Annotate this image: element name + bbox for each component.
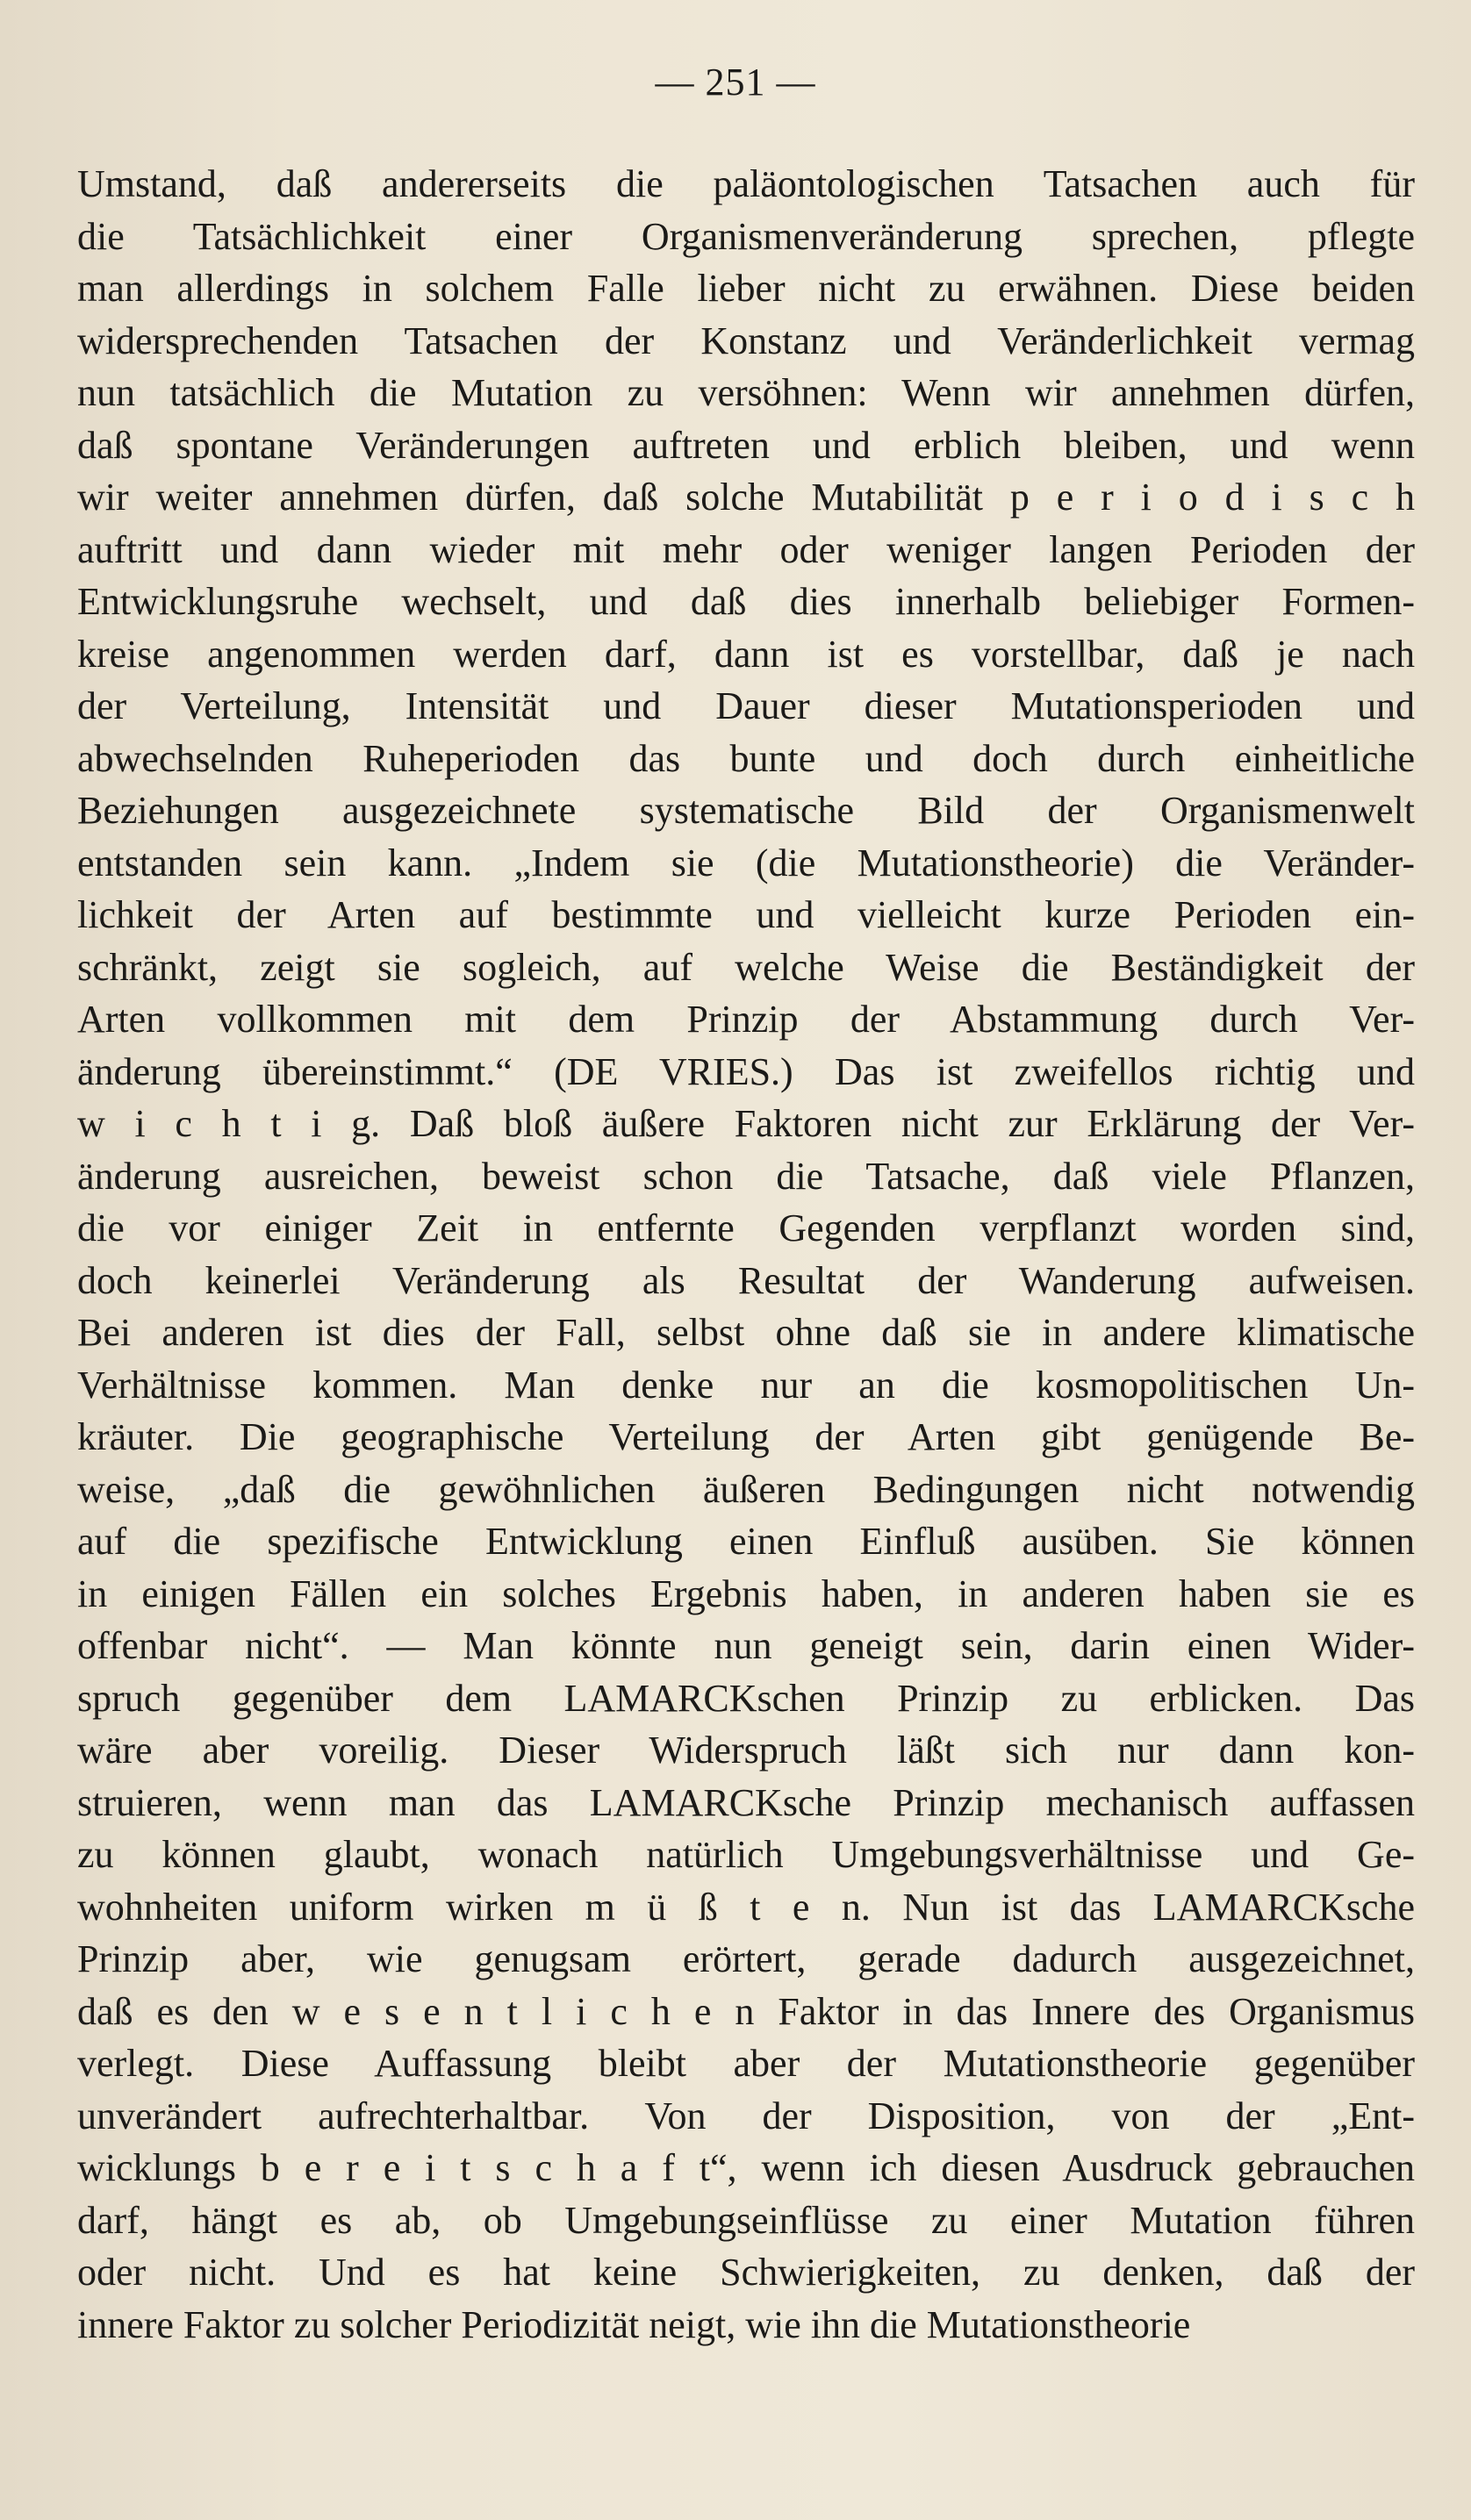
text-line: widersprechenden Tatsachen der Konstanz und Veränderlichkeit vermag (77, 319, 1415, 362)
text-line: Entwicklungsruhe wechselt, und daß dies innerhalb beliebiger Formen- (77, 580, 1415, 623)
text-line: entstanden sein kann. „Indem sie (die Mutationstheorie) die Veränder- (77, 841, 1415, 884)
text-line: wicklungs b e r e i t s c h a f t“, wenn ich diesen Ausdruck gebrauchen (77, 2146, 1415, 2189)
text-line: oder nicht. Und es hat keine Schwierigkeiten, zu denken, daß der (77, 2251, 1415, 2294)
text-line: änderung übereinstimmt.“ (DE VRIES.) Das ist zweifellos richtig und (77, 1049, 1415, 1093)
text-line: in einigen Fällen ein solches Ergebnis haben, in anderen haben sie es (77, 1571, 1415, 1615)
text-line: daß es den w e s e n t l i c h e n Faktor in das Innere des Organismus (77, 1989, 1415, 2033)
text-line: nun tatsächlich die Mutation zu versöhnen: Wenn wir annehmen dürfen, (77, 371, 1415, 414)
text-line: verlegt. Diese Auffassung bleibt aber der Mutationstheorie gegenüber (77, 2042, 1415, 2085)
text-line: die Tatsächlichkeit einer Organismenveränderung sprechen, pflegte (77, 214, 1415, 258)
page-number: — 251 — (655, 61, 816, 104)
text-line: man allerdings in solchem Falle lieber nicht zu erwähnen. Diese beiden (77, 267, 1415, 310)
text-line: schränkt, zeigt sie sogleich, auf welche Weise die Beständigkeit der (77, 945, 1415, 989)
text-line: Arten vollkommen mit dem Prinzip der Abstammung durch Ver- (77, 998, 1415, 1041)
text-line: änderung ausreichen, beweist schon die Tatsache, daß viele Pflanzen, (77, 1154, 1415, 1198)
text-line: w i c h t i g. Daß bloß äußere Faktoren nicht zur Erklärung der Ver- (77, 1102, 1415, 1145)
text-line: der Verteilung, Intensität und Dauer dieser Mutationsperioden und (77, 684, 1415, 727)
text-line: auftritt und dann wieder mit mehr oder weniger langen Perioden der (77, 527, 1415, 571)
text-line: abwechselnden Ruheperioden das bunte und doch durch einheitliche (77, 736, 1415, 780)
text-line: Verhältnisse kommen. Man denke nur an die kosmopolitischen Un- (77, 1363, 1415, 1407)
text-line: daß spontane Veränderungen auftreten und erblich bleiben, und wenn (77, 423, 1415, 467)
text-line: innere Faktor zu solcher Periodizität neigt, wie ihn die Mutationstheorie (77, 2302, 1191, 2346)
text-line: unverändert aufrechterhaltbar. Von der Disposition, von der „Ent- (77, 2094, 1415, 2137)
text-line: Bei anderen ist dies der Fall, selbst ohne daß sie in andere klimatische (77, 1311, 1415, 1354)
text-line: struieren, wenn man das LAMARCKsche Prinzip mechanisch auffassen (77, 1780, 1415, 1824)
text-line: wohnheiten uniform wirken m ü ß t e n. Nun ist das LAMARCKsche (77, 1885, 1415, 1929)
text-line: zu können glaubt, wonach natürlich Umgebungsverhältnisse und Ge- (77, 1833, 1415, 1876)
text-line: lichkeit der Arten auf bestimmte und vielleicht kurze Perioden ein- (77, 893, 1415, 936)
text-line: spruch gegenüber dem LAMARCKschen Prinzip zu erblicken. Das (77, 1676, 1415, 1720)
text-line: offenbar nicht“. — Man könnte nun geneigt sein, darin einen Wider- (77, 1624, 1415, 1667)
text-line: darf, hängt es ab, ob Umgebungseinflüsse zu einer Mutation führen (77, 2198, 1415, 2242)
text-line: auf die spezifische Entwicklung einen Einfluß ausüben. Sie können (77, 1520, 1415, 1563)
text-line: Prinzip aber, wie genugsam erörtert, gerade dadurch ausgezeichnet, (77, 1937, 1415, 1980)
text-line: wäre aber voreilig. Dieser Widerspruch läßt sich nur dann kon- (77, 1729, 1415, 1772)
text-line: kreise angenommen werden darf, dann ist es vorstellbar, daß je nach (77, 632, 1415, 676)
text-line: weise, „daß die gewöhnlichen äußeren Bedingungen nicht notwendig (77, 1467, 1415, 1511)
text-line: wir weiter annehmen dürfen, daß solche Mutabilität p e r i o d i s c h (77, 476, 1415, 519)
text-line: doch keinerlei Veränderung als Resultat der Wanderung aufweisen. (77, 1258, 1415, 1302)
text-line: Umstand, daß andererseits die paläontologischen Tatsachen auch für (77, 162, 1415, 205)
body-text (77, 158, 1415, 2351)
text-line: die vor einiger Zeit in entfernte Gegenden verpflanzt worden sind, (77, 1206, 1415, 1249)
text-line: Beziehungen ausgezeichnete systematische Bild der Organismenwelt (77, 789, 1415, 832)
text-line: kräuter. Die geographische Verteilung der Arten gibt genügende Be- (77, 1415, 1415, 1458)
